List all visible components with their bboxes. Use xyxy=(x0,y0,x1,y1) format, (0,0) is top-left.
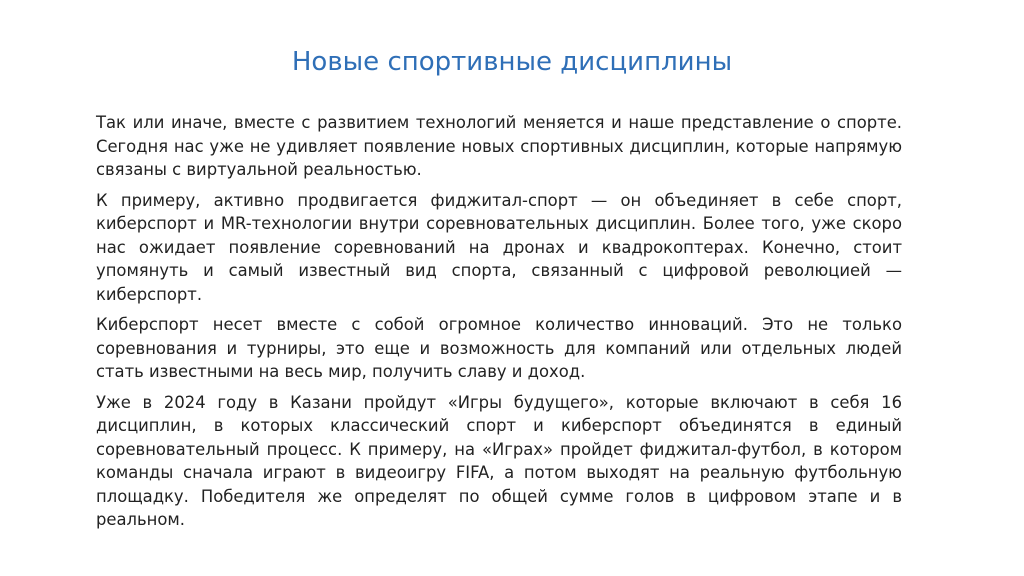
slide-title: Новые спортивные дисциплины xyxy=(291,47,733,77)
paragraph-2: К примеру, активно продвигается фиджитал-спорт — он объединяет в себе спорт, киберспорт и MR-технологии внутри соревновательных дисциплин. Более того, уже скоро нас ожидает появление соревнований на дронах и квадрокоптерах. Конечно, стоит упомянуть и самый известный вид спорта, связанный с цифровой революцией — киберспорт. xyxy=(96,190,902,304)
paragraph-3: Киберспорт несет вместе с собой огромное количество инноваций. Это не только соревнования и турниры, это еще и возможность для компаний или отдельных людей стать известными на весь мир, получить славу и доход. xyxy=(96,315,902,381)
paragraph-4: Уже в 2024 году в Казани пройдут «Игры будущего», которые включают в себя 16 дисциплин, в которых классический спорт и киберспорт объединятся в единый соревновательный процесс. К примеру, на «Играх» пройдет фиджитал-футбол, в котором команды сначала играют в видеоигру FIFA, а потом выходят на реальную футбольную площадку. Победителя же определят по общей сумме голов в цифровом этапе и в реальном. xyxy=(96,392,902,529)
paragraph-1: Так или иначе, вместе с развитием технологий меняется и наше представление о спорте. Сегодня нас уже не удивляет появление новых спортивных дисциплин, которые напрямую связаны с виртуальной реальностью. xyxy=(96,113,902,179)
slide-body xyxy=(96,111,902,539)
